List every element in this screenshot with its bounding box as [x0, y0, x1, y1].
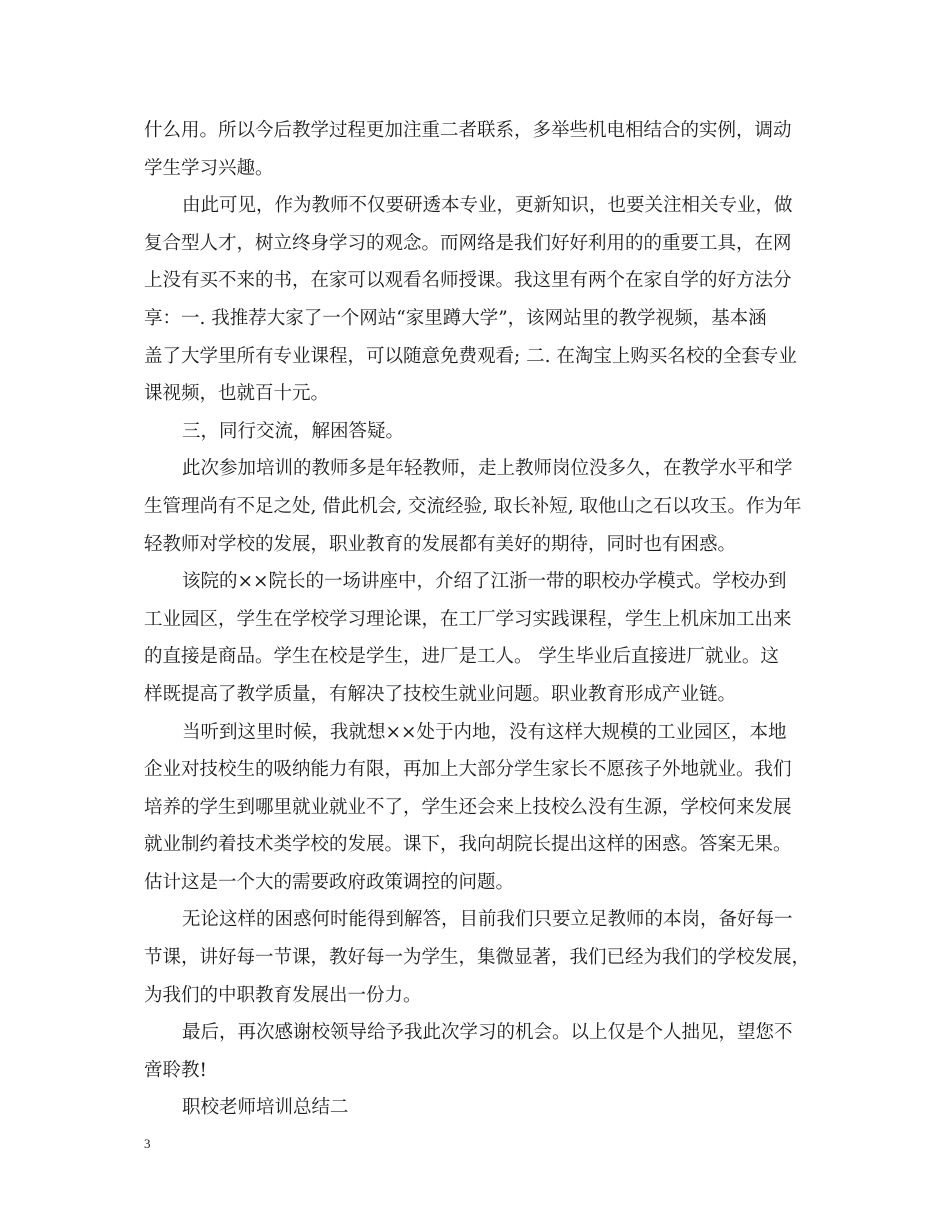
text-line: 啻聆教! [144, 1059, 207, 1081]
text-line: 课视频，也就百十元。 [144, 383, 330, 405]
text-line: 的直接是商品。学生在校是学生，进厂是工人。 学生毕业后直接进厂就业。这 [144, 646, 779, 668]
text-line: 由此可见，作为教师不仅要研透本专业，更新知识，也要关注相关专业，做 [182, 195, 793, 217]
page-number: 3 [144, 1136, 151, 1151]
text-line: 盖了大学里所有专业课程，可以随意免费观看; 二. 在淘宝上购买名校的全套专业 [144, 345, 797, 367]
text-line: 轻教师对学校的发展，职业教育的发展都有美好的期待，同时也有困惑。 [144, 533, 737, 555]
text-line: 上没有买不来的书，在家可以观看名师授课。我这里有两个在家自学的好方法分 [144, 270, 792, 292]
text-line: 职校老师培训总结二 [182, 1097, 349, 1119]
text-line: 复合型人才，树立终身学习的观念。而网络是我们好好利用的的重要工具，在网 [144, 232, 792, 254]
text-line: 当听到这里时候，我就想××处于内地，没有这样大规模的工业园区，本地 [182, 721, 787, 743]
text-line: 企业对技校生的吸纳能力有限，再加上大部分学生家长不愿孩子外地就业。我们 [144, 759, 792, 781]
text-line: 节课，讲好每一节课，教好每一为学生，集微显著，我们已经为我们的学校发展， [144, 947, 811, 969]
text-line: 培养的学生到哪里就业就业不了，学生还会来上技校么没有生源，学校何来发展 [144, 796, 792, 818]
text-line: 学生学习兴趣。 [144, 157, 274, 179]
text-line: 什么用。所以今后教学过程更加注重二者联系，多举些机电相结合的实例，调动 [144, 120, 792, 141]
text-line: 此次参加培训的教师多是年轻教师，走上教师岗位没多久，在教学水平和学 [182, 458, 793, 480]
text-line: 享：一. 我推荐大家了一个网站“家里蹲大学”，该网站里的教学视频，基本涵 [144, 307, 767, 329]
text-line: 工业园区，学生在学校学习理论课，在工厂学习实践课程，学生上机床加工出来 [144, 608, 792, 630]
text-line: 三，同行交流，解困答疑。 [182, 420, 405, 442]
text-line: 无论这样的困惑何时能得到解答，目前我们只要立足教师的本岗，备好每一 [182, 909, 793, 931]
text-line: 就业制约着技术类学校的发展。课下，我向胡院长提出这样的困惑。答案无果。 [144, 834, 792, 856]
text-line: 估计这是一个大的需要政府政策调控的问题。 [144, 871, 515, 893]
text-line: 最后，再次感谢校领导给予我此次学习的机会。以上仅是个人拙见，望您不 [182, 1022, 793, 1044]
text-line: 生管理尚有不足之处, 借此机会, 交流经验, 取长补短, 取他山之石以攻玉。作为年 [144, 495, 802, 517]
text-line: 为我们的中职教育发展出一份力。 [144, 984, 422, 1006]
text-line: 样既提高了教学质量，有解决了技校生就业问题。职业教育形成产业链。 [144, 683, 737, 705]
text-line: 该院的××院长的一场讲座中，介绍了江浙一带的职校办学模式。学校办到 [182, 571, 787, 593]
body-text [144, 112, 809, 1127]
